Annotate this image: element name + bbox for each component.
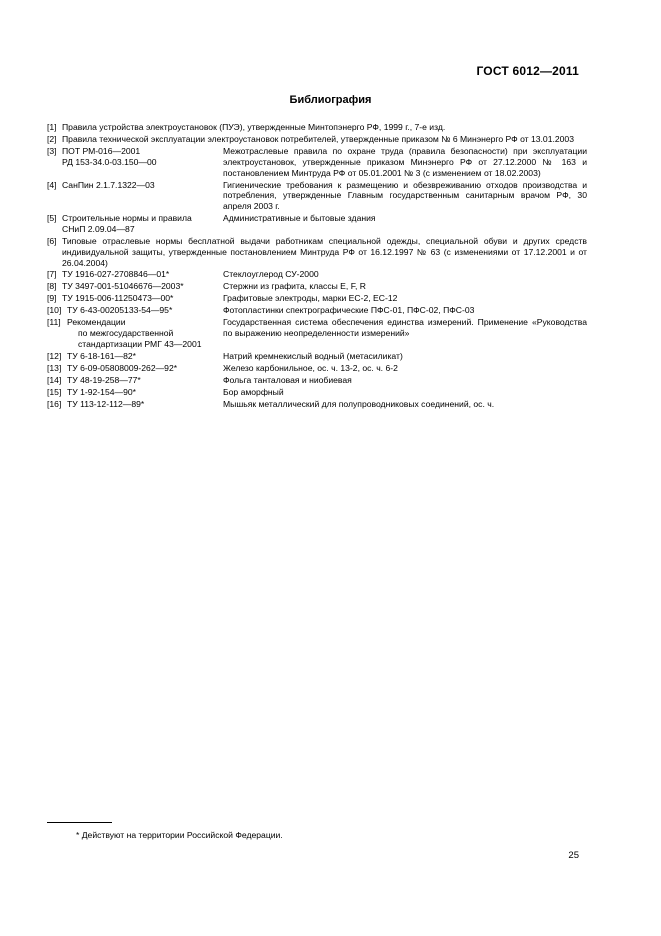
entry-document-code: ТУ 1915-006-11250473—00*: [62, 293, 174, 304]
page-number: 25: [568, 850, 579, 861]
bib-entry: [47, 293, 587, 304]
entry-document-code: Рекомендации по межгосударственной стандартизации РМГ 43—2001: [67, 317, 202, 350]
entry-number: [15]: [47, 386, 62, 397]
entry-text: Правила технической эксплуатации электроустановок потребителей, утвержденные приказом № 6 Минэнерго РФ от 13.01.2003: [62, 133, 574, 144]
bibliography-list: [47, 122, 587, 411]
entry-document-code: ТУ 48-19-258—77*: [67, 374, 141, 385]
entry-document-code: ТУ 1-92-154—90*: [67, 386, 136, 397]
entry-number: [3]: [47, 145, 57, 156]
entry-description: Натрий кремнекислый водный (метасиликат): [223, 351, 403, 361]
entry-document-code: ТУ 3497-001-51046676—2003*: [62, 281, 184, 292]
entry-number: [14]: [47, 374, 62, 385]
entry-number: [10]: [47, 305, 62, 316]
bib-entry: [47, 363, 587, 374]
entry-description: Графитовые электроды, марки ЕС-2, ЕС-12: [223, 293, 398, 304]
entry-description: Межотраслевые правила по охране труда (правила безопасности) при эксплуатации электроустановок, утвержденные приказом Минэнерго РФ от 27.12.2000 № 163 и постановлением Минтруда РФ от 05.01.2001 № 3 (с изменением от 18.02.2003): [223, 145, 587, 178]
bib-entry: [47, 236, 587, 268]
entry-description: Бор аморфный: [223, 386, 284, 397]
entry-description: Железо карбонильное, ос. ч. 13-2, ос. ч. 6-2: [223, 362, 398, 373]
entry-document-code: СанПин 2.1.7.1322—03: [62, 179, 155, 190]
entry-document-code: ТУ 6-43-00205133-54—95*: [67, 305, 173, 316]
entry-description: Мышьяк металлический для полупроводниковых соединений, ос. ч.: [223, 398, 495, 409]
entry-description: Гигиенические требования к размещению и обезвреживанию отходов производства и потребления, утвержденные Главным государственным санитарным врачом РФ, 30 апреля 2003 г.: [223, 179, 587, 212]
entry-document-code: ПОТ РМ-016—2001 РД 153-34.0-03.150—00: [62, 145, 157, 167]
standard-code: ГОСТ 6012—2011: [476, 64, 579, 78]
entry-description: Фотопластинки спектрографические ПФС-01, ПФС-02, ПФС-03: [223, 305, 475, 316]
bib-entry: [47, 387, 587, 398]
entry-document-code: ТУ 6-09-05808009-262—92*: [67, 362, 178, 373]
bib-entry: [47, 375, 587, 386]
entry-document-code: ТУ 6-18-161—82*: [67, 351, 136, 361]
entry-number: [6]: [47, 235, 57, 246]
entry-document-code: Строительные нормы и правила СНиП 2.09.04—87: [62, 213, 192, 234]
entry-number: [11]: [47, 317, 61, 328]
entry-text: Правила устройства электроустановок (ПУЭ), утвержденные Минтопэнерго РФ, 1999 г., 7-е изд.: [62, 122, 446, 132]
entry-number: [16]: [47, 398, 62, 409]
bibliography-title: Библиография: [289, 94, 372, 106]
bib-entry: [47, 351, 587, 362]
entry-number: [7]: [47, 269, 57, 280]
footnote-divider: [47, 822, 112, 823]
bib-entry: [47, 269, 587, 280]
bib-entry: [47, 317, 587, 349]
entry-number: [12]: [47, 351, 62, 361]
entry-description: Стержни из графита, классы E, F, R: [223, 281, 366, 292]
entry-description: Фольга танталовая и ниобиевая: [223, 374, 352, 385]
entry-number: [8]: [47, 281, 57, 292]
bib-entry: [47, 305, 587, 316]
entry-number: [5]: [47, 213, 57, 224]
entry-number: [13]: [47, 362, 62, 373]
bib-entry: [47, 134, 587, 145]
entry-document-code: ТУ 1916-027-2708846—01*: [62, 269, 170, 280]
footnote: * Действуют на территории Российской Федерации.: [76, 830, 283, 840]
entry-number: [1]: [47, 122, 57, 132]
bib-entry: [47, 399, 587, 410]
entry-number: [4]: [47, 179, 57, 190]
entry-description: Стеклоуглерод СУ-2000: [223, 269, 319, 280]
entry-number: [2]: [47, 133, 57, 144]
entry-description: Государственная система обеспечения единства измерений. Применение «Руководства по выражению неопределенности измерений»: [223, 317, 587, 339]
entry-text: Типовые отраслевые нормы бесплатной выдачи работникам специальной одежды, специальной обуви и других средств индивидуальной защиты, утвержденные постановлением Минтруда РФ от 16.12.1997 № 63 (с изменениями от 17.12.2001 и от 26.04.2004): [62, 235, 587, 268]
bib-entry: [47, 146, 587, 178]
bib-entry: [47, 281, 587, 292]
bib-entry: [47, 122, 587, 133]
bib-entry: [47, 180, 587, 212]
entry-document-code: ТУ 113-12-112—89*: [67, 398, 145, 409]
entry-number: [9]: [47, 293, 57, 304]
entry-description: Административные и бытовые здания: [223, 213, 376, 224]
bib-entry: [47, 213, 587, 235]
